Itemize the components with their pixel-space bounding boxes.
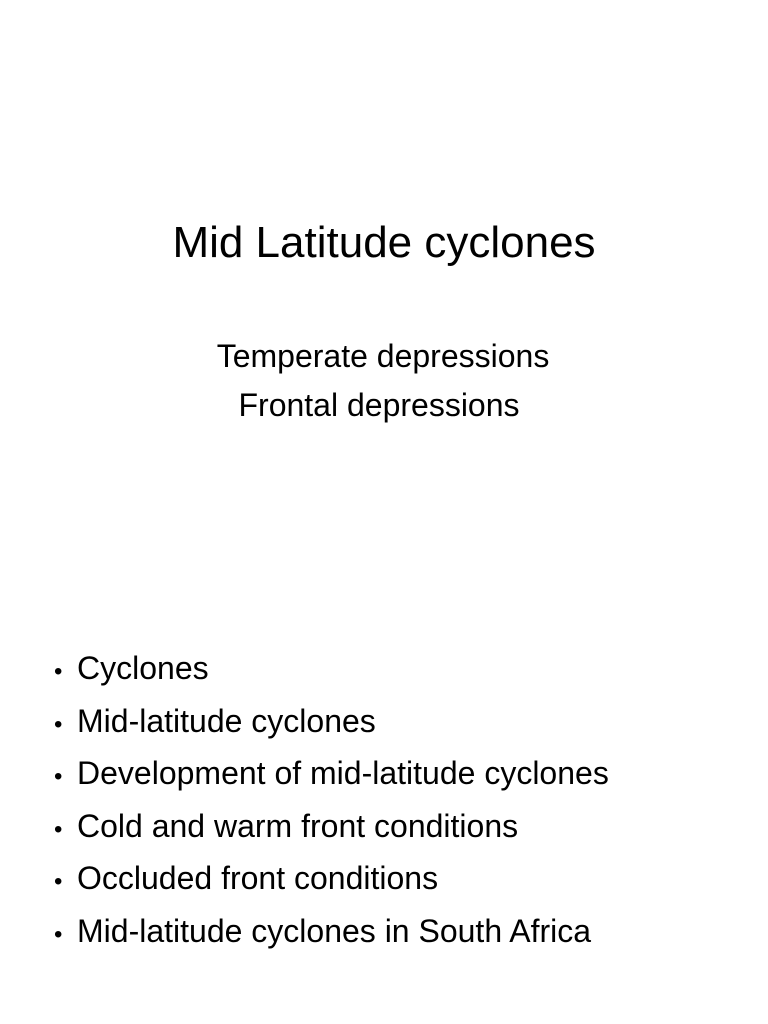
bullet-dot-icon: • bbox=[54, 710, 63, 738]
bullet-dot-icon: • bbox=[54, 763, 63, 790]
bullet-item-development bbox=[54, 749, 609, 802]
bullet-dot-icon: • bbox=[54, 658, 63, 685]
bullet-text: Mid-latitude cyclones in South Africa bbox=[77, 912, 592, 949]
bullet-text: Cold and warm front conditions bbox=[77, 807, 519, 844]
bullet-item-occluded-front bbox=[54, 854, 609, 907]
subtitle-line-2: Frontal depressions bbox=[238, 387, 520, 423]
bullet-item-cyclones bbox=[54, 644, 609, 697]
bullet-item-cold-warm-front bbox=[54, 802, 609, 855]
bullet-list bbox=[54, 644, 609, 959]
bullet-dot-icon: • bbox=[54, 815, 63, 843]
bullet-item-south-africa bbox=[54, 907, 609, 960]
slide-title: Mid Latitude cyclones bbox=[172, 218, 596, 267]
bullet-text: Occluded front conditions bbox=[77, 860, 439, 896]
bullet-text: Development of mid-latitude cyclones bbox=[77, 755, 609, 791]
bullet-text: Cyclones bbox=[77, 650, 209, 686]
subtitle-line-1: Temperate depressions bbox=[216, 338, 550, 374]
bullet-item-mid-latitude-cyclones bbox=[54, 697, 609, 750]
subtitle-block bbox=[0, 332, 768, 430]
bullet-dot-icon: • bbox=[54, 868, 63, 895]
bullet-dot-icon: • bbox=[54, 920, 63, 948]
bullet-text: Mid-latitude cyclones bbox=[77, 702, 376, 739]
